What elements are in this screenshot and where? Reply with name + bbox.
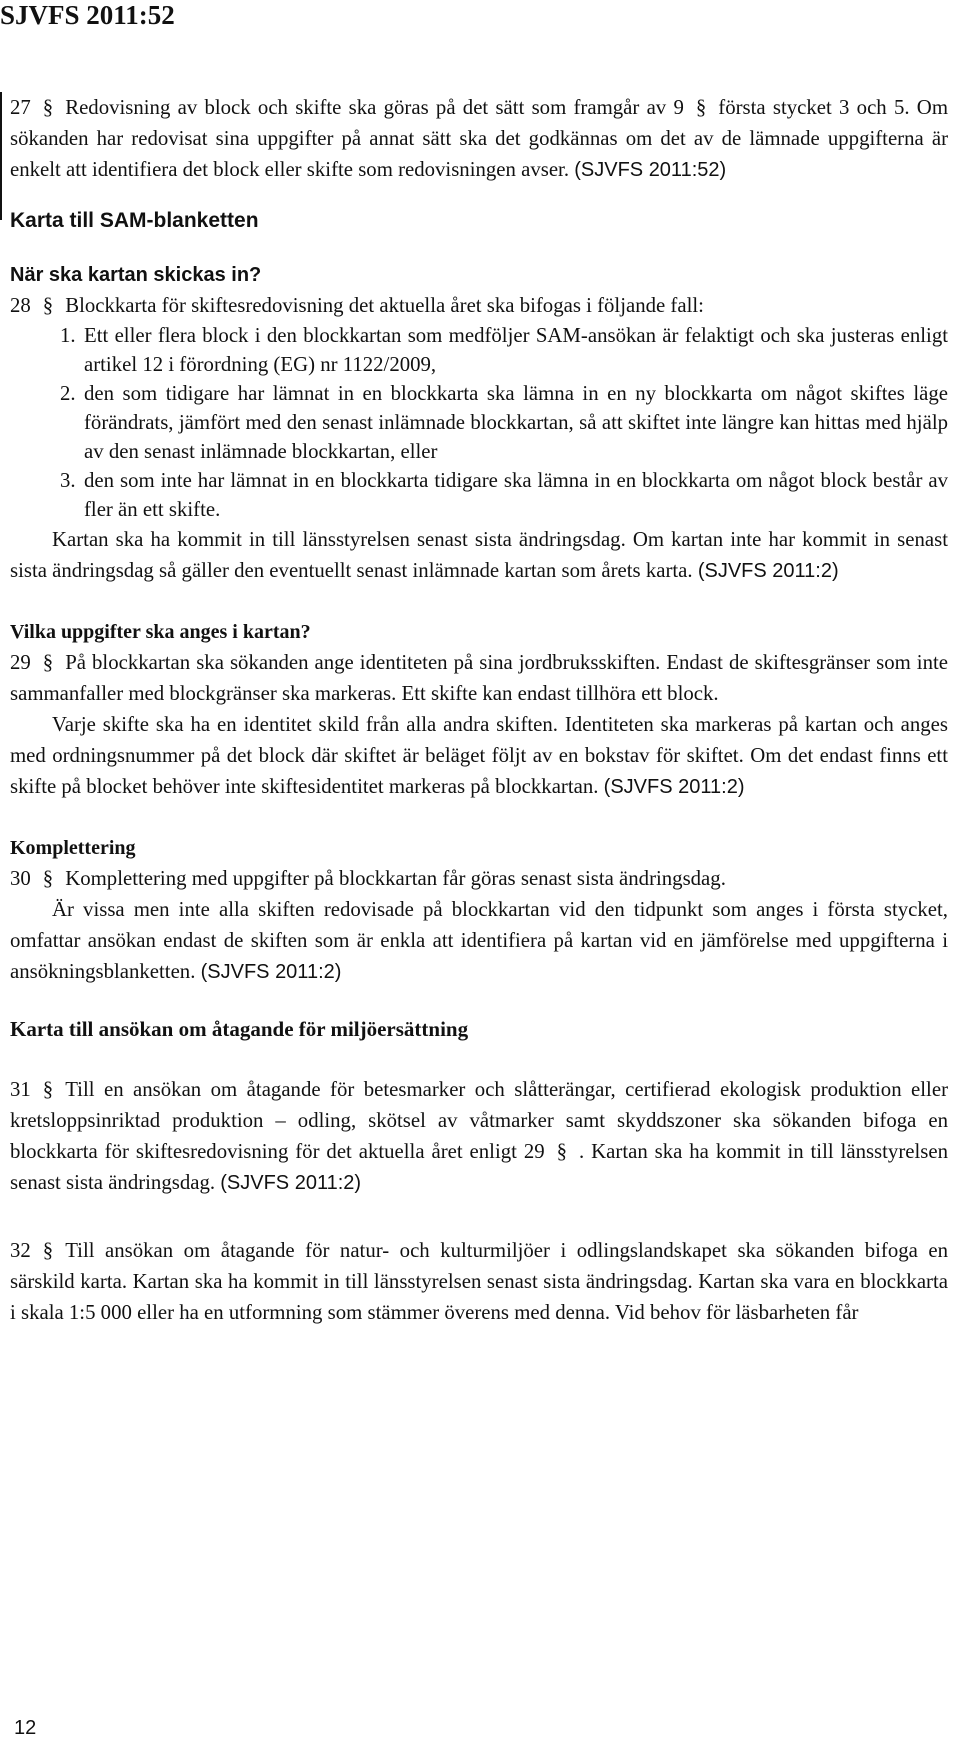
reference: (SJVFS 2011:2): [697, 560, 839, 582]
subheading-komplettering: Komplettering: [10, 837, 136, 859]
reference: (SJVFS 2011:2): [603, 776, 745, 798]
list-item: 2. den som tidigare har lämnat in en blockkarta ska lämna in en ny blockkarta om något skiftes läge förändrats, jämfört med den senast inlämnade blockkartan, så att skiftet inte längre kan hittas med hjälp av den senast inlämnade blockkartan, eller: [60, 382, 948, 463]
paragraph-28: 28 § Blockkarta för skiftesredovisning det aktuella året ska bifogas i följande fall:: [10, 294, 704, 317]
section-number: 32: [10, 1239, 31, 1262]
section-sign: §: [42, 651, 54, 674]
section-sign: §: [42, 867, 54, 890]
section-number: 31: [10, 1078, 31, 1101]
paragraph-29-cont: Varje skifte ska ha en identitet skild från alla andra skiften. Identiteten ska markeras på kartan och anges med ordningsnummer på det block där skiftet är beläget följt av en bokstav för skiftet. Om det endast finns ett skifte på blocket behöver inte skiftesidentitet markeras på blockkartan. (SJVFS 2011:2): [10, 713, 948, 798]
section-sign: §: [556, 1140, 568, 1163]
paragraph-28-cont: Kartan ska ha kommit in till länsstyrelsen senast sista ändringsdag. Om kartan inte har kommit in senast sista ändringsdag så gäller den eventuellt senast inlämnade kartan som årets karta. (SJVFS 2011:2): [10, 528, 948, 582]
section-number: 29: [10, 651, 31, 674]
list-28: [10, 321, 948, 524]
list-item: 3. den som inte har lämnat in en blockkarta tidigare ska lämna in en blockkarta om något block består av fler än ett skifte.: [60, 469, 948, 521]
change-bar: [0, 92, 2, 220]
heading-sam: Karta till SAM-blanketten: [10, 209, 259, 232]
subheading-what: Vilka uppgifter ska anges i kartan?: [10, 621, 311, 643]
list-item: 1. Ett eller flera block i den blockkartan som medföljer SAM-ansökan är felaktigt och ska justeras enligt artikel 12 i förordning (EG) nr 1122/2009,: [60, 324, 948, 376]
section-sign: §: [42, 96, 54, 119]
section-sign: §: [42, 1239, 54, 1262]
section-number: 28: [10, 294, 31, 317]
paragraph-30-cont: Är vissa men inte alla skiften redovisade på blockkartan vid den tidpunkt som anges i första stycket, omfattar ansökan endast de skiften som är enkla att identifiera på kartan vid en jämförelse med uppgifterna i ansökningsblanketten. (SJVFS 2011:2): [10, 898, 948, 983]
subheading-when: När ska kartan skickas in?: [10, 264, 262, 286]
section-number: 27: [10, 96, 31, 119]
reference: (SJVFS 2011:2): [220, 1172, 362, 1194]
paragraph-32: 32 § Till ansökan om åtagande för natur- och kulturmiljöer i odlingslandskapet ska sökanden bifoga en särskild karta. Kartan ska ha kommit in till länsstyrelsen senast sista ändringsdag. Kartan ska vara en blockkarta i skala 1:5 000 eller ha en utformning som stämmer överens med denna. Vid behov för läsbarheten får: [10, 1239, 948, 1324]
paragraph-30: 30 § Komplettering med uppgifter på blockkartan får göras senast sista ändringsdag.: [10, 867, 726, 890]
reference: (SJVFS 2011:2): [200, 961, 342, 983]
heading-env: Karta till ansökan om åtagande för miljöersättning: [10, 1017, 469, 1041]
section-number: 30: [10, 867, 31, 890]
page-number: 12: [14, 1717, 37, 1739]
section-sign: §: [42, 294, 54, 317]
section-sign: §: [695, 96, 707, 119]
reference: (SJVFS 2011:52): [574, 159, 727, 181]
paragraph-29: 29 § På blockkartan ska sökanden ange identiteten på sina jordbruksskiften. Endast de skiftesgränser som inte sammanfaller med blockgränser ska markeras. Ett skifte kan endast tillhöra ett block.: [10, 651, 948, 705]
document-body: [10, 92, 948, 1328]
section-sign: §: [42, 1078, 54, 1101]
paragraph-31: 31 § Till en ansökan om åtagande för betesmarker och slåtterängar, certifierad ekologisk produktion eller kretsloppsinriktad produktion – odling, skötsel av våtmarker samt skyddszoner ska sökanden bifoga en blockkarta för skiftesredovisning för det aktuella året enligt 29 § . Kartan ska ha kommit in till länsstyrelsen senast sista ändringsdag. (SJVFS 2011:2): [10, 1078, 948, 1194]
page-header: SJVFS 2011:52: [0, 0, 175, 30]
paragraph-27: 27 § Redovisning av block och skifte ska göras på det sätt som framgår av 9 § första stycket 3 och 5. Om sökanden har redovisat sina uppgifter på annat sätt ska det godkännas om det av de lämnade uppgifterna är enkelt att identifiera det block eller skifte som redovisningen avser. (SJVFS 2011:52): [10, 96, 948, 181]
